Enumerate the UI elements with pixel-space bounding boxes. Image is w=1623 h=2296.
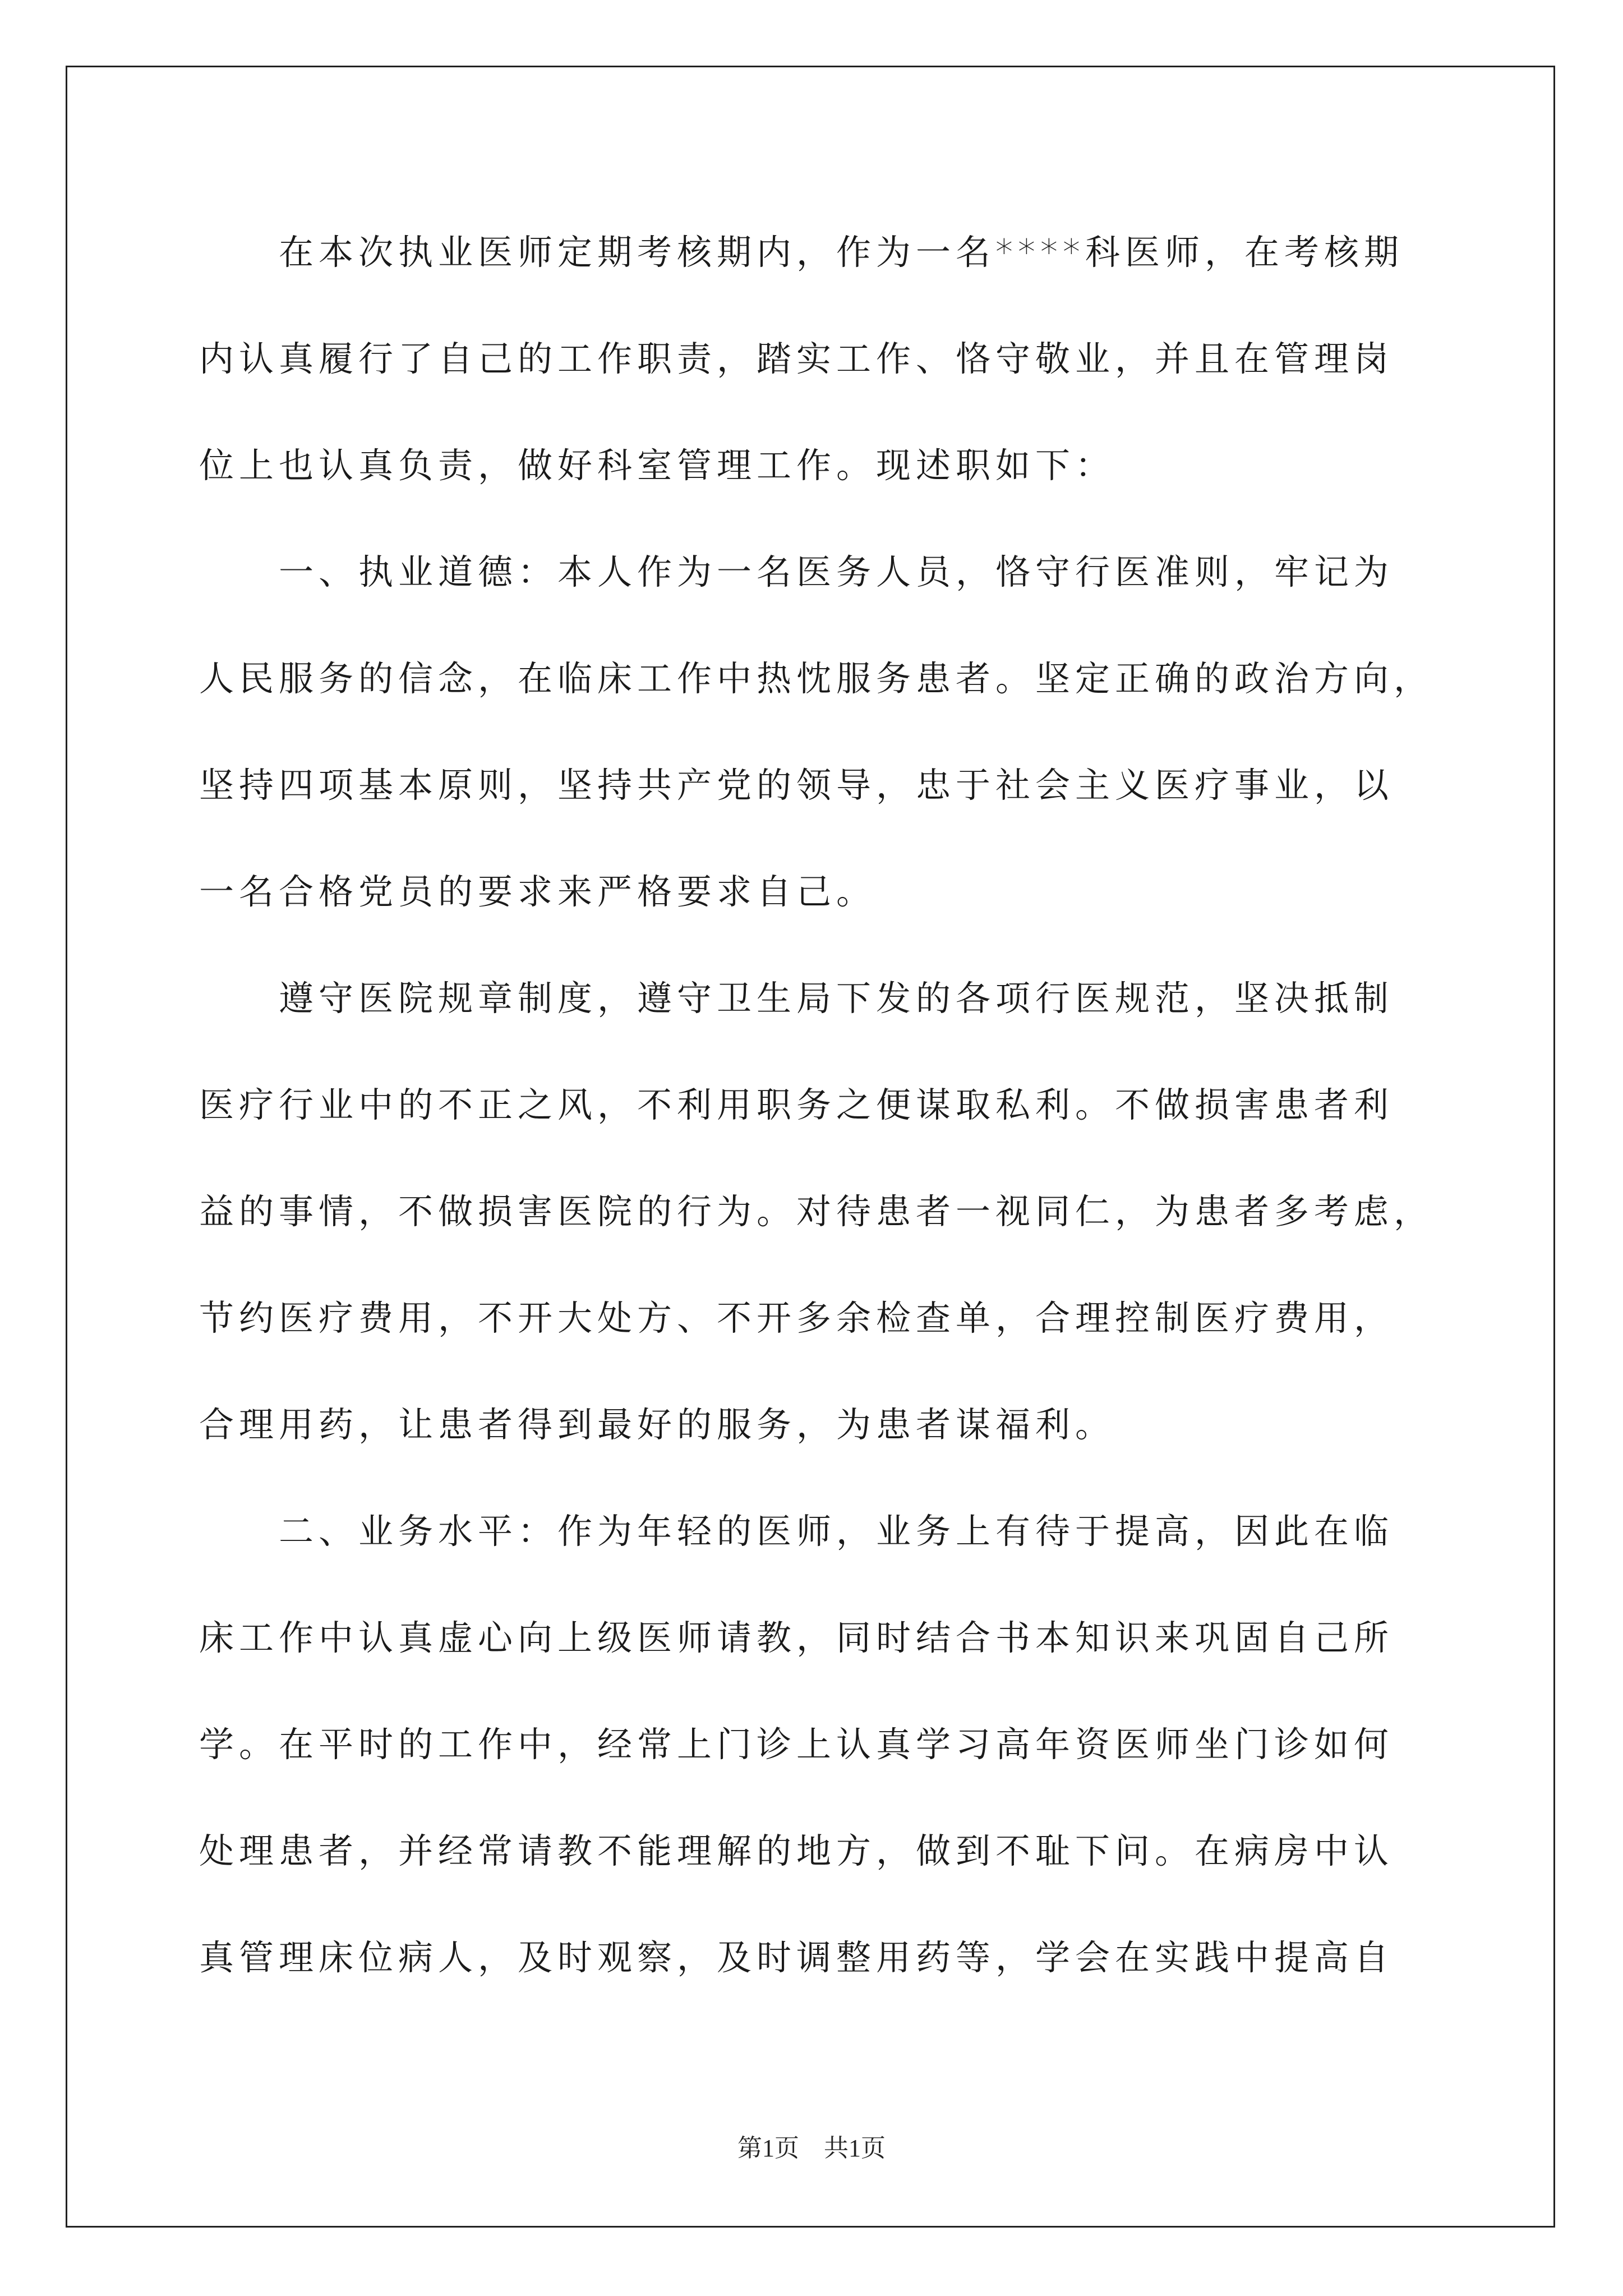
body-line: 内认真履行了自己的工作职责，踏实工作、恪守敬业，并且在管理岗 bbox=[199, 338, 1394, 379]
body-line: 学。在平时的工作中，经常上门诊上认真学习高年资医师坐门诊如何 bbox=[199, 1724, 1394, 1765]
body-line: 床工作中认真虚心向上级医师请教，同时结合书本知识来巩固自己所 bbox=[199, 1617, 1394, 1658]
body-line: 人民服务的信念，在临床工作中热忱服务患者。坚定正确的政治方向， bbox=[199, 658, 1434, 699]
body-line: 在本次执业医师定期考核期内，作为一名****科医师，在考核期 bbox=[199, 232, 1404, 273]
body-line: 合理用药，让患者得到最好的服务，为患者谋福利。 bbox=[199, 1404, 1115, 1445]
body-line: 位上也认真负责，做好科室管理工作。现述职如下： bbox=[199, 445, 1115, 486]
body-line: 二、业务水平：作为年轻的医师，业务上有待于提高，因此在临 bbox=[199, 1511, 1394, 1552]
body-line: 一名合格党员的要求来严格要求自己。 bbox=[199, 871, 877, 912]
body-line: 遵守医院规章制度，遵守卫生局下发的各项行医规范，坚决抵制 bbox=[199, 978, 1394, 1019]
body-line: 处理患者，并经常请教不能理解的地方，做到不耻下问。在病房中认 bbox=[199, 1830, 1394, 1871]
body-line: 真管理床位病人，及时观察，及时调整用药等，学会在实践中提高自 bbox=[199, 1937, 1394, 1978]
body-line: 益的事情，不做损害医院的行为。对待患者一视同仁，为患者多考虑， bbox=[199, 1191, 1434, 1232]
body-line: 一、执业道德：本人作为一名医务人员，恪守行医准则，牢记为 bbox=[199, 551, 1394, 592]
page-footer: 第1页 共1页 bbox=[737, 2134, 886, 2162]
body-line: 医疗行业中的不正之风，不利用职务之便谋取私利。不做损害患者利 bbox=[199, 1084, 1394, 1125]
page-border bbox=[66, 66, 1555, 2228]
body-line: 坚持四项基本原则，坚持共产党的领导，忠于社会主义医疗事业，以 bbox=[199, 765, 1394, 806]
body-line: 节约医疗费用，不开大处方、不开多余检查单，合理控制医疗费用， bbox=[199, 1297, 1394, 1338]
